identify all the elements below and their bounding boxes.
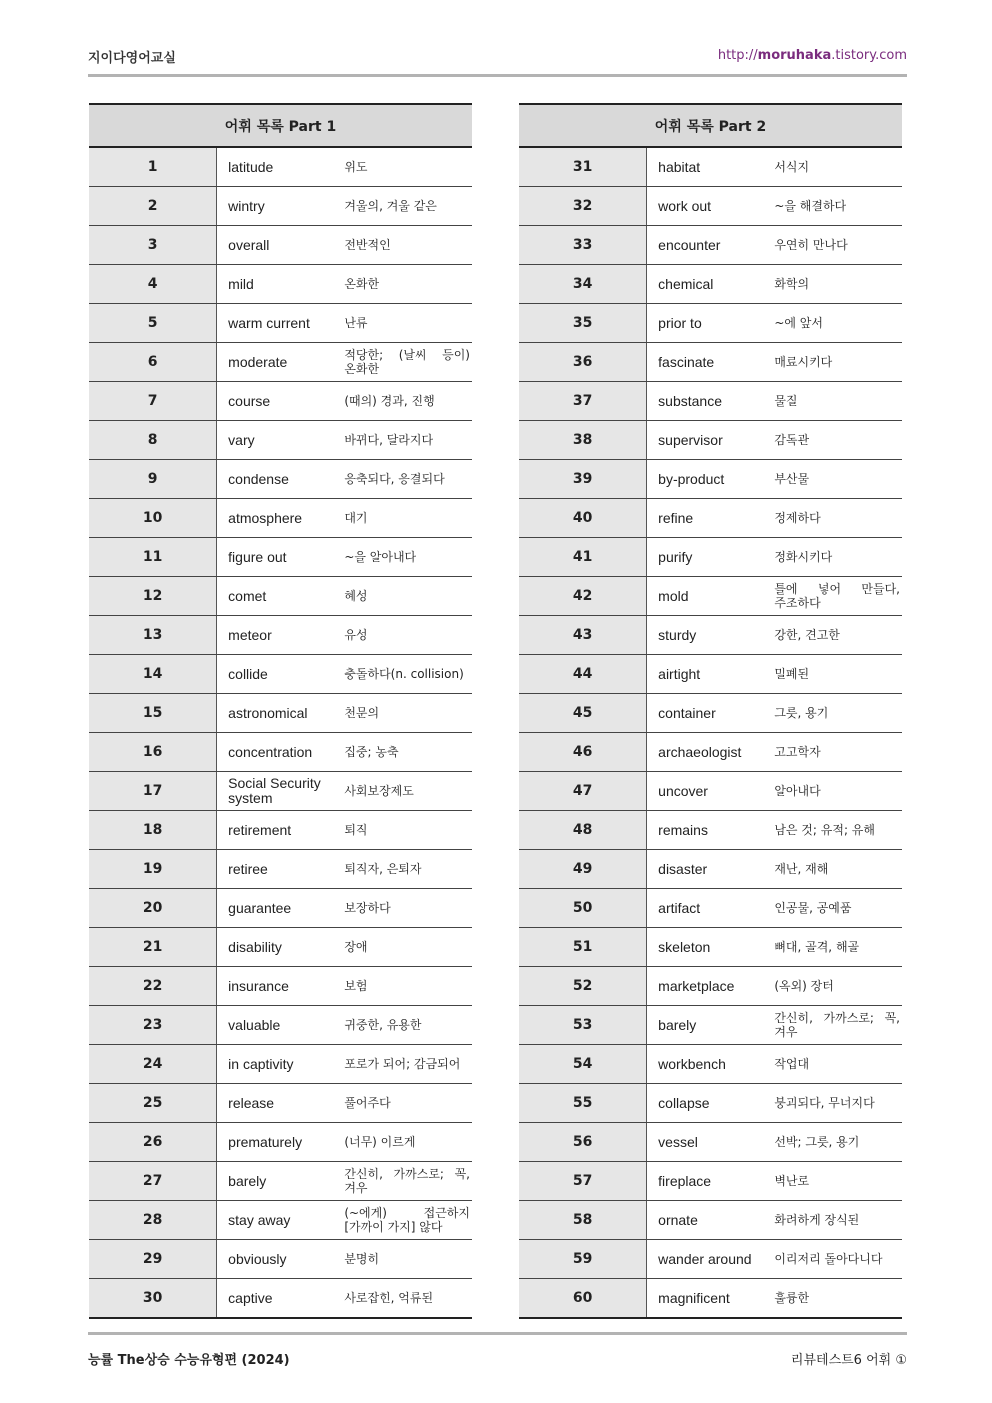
table-title: 어휘 목록 Part 1: [89, 104, 472, 147]
vocab-word: barely: [647, 1006, 775, 1045]
vocab-meaning: 겨울의, 겨울 같은: [344, 187, 472, 226]
table-row: [519, 616, 902, 655]
row-number: 39: [519, 460, 647, 499]
row-number: 21: [89, 928, 217, 967]
row-number: 45: [519, 694, 647, 733]
header-title: 지이다영어교실: [88, 51, 176, 66]
row-number: 47: [519, 772, 647, 811]
table-row: [519, 889, 902, 928]
vocab-meaning: 혜성: [344, 577, 472, 616]
table-row: [519, 1006, 902, 1045]
vocab-meaning: 화려하게 장식된: [774, 1201, 902, 1240]
vocab-word: refine: [647, 499, 775, 538]
vocab-word: airtight: [647, 655, 775, 694]
vocab-meaning: ~을 알아내다: [344, 538, 472, 577]
vocab-word: collapse: [647, 1084, 775, 1123]
table-row: [89, 382, 472, 421]
vocab-meaning: 밀폐된: [774, 655, 902, 694]
vocab-meaning: 퇴직: [344, 811, 472, 850]
vocab-meaning: (때의) 경과, 진행: [344, 382, 472, 421]
row-number: 43: [519, 616, 647, 655]
table-row: [519, 499, 902, 538]
vocab-meaning: 이리저리 돌아다니다: [774, 1240, 902, 1279]
vocab-meaning: 사로잡힌, 억류된: [344, 1279, 472, 1319]
row-number: 25: [89, 1084, 217, 1123]
row-number: 57: [519, 1162, 647, 1201]
vocab-word: archaeologist: [647, 733, 775, 772]
table-row: [519, 1162, 902, 1201]
row-number: 33: [519, 226, 647, 265]
vocab-meaning: 집중; 농축: [344, 733, 472, 772]
vocab-word: wintry: [217, 187, 345, 226]
table-row: [519, 655, 902, 694]
vocab-meaning: 분명히: [344, 1240, 472, 1279]
vocab-word: disability: [217, 928, 345, 967]
table-row: [89, 460, 472, 499]
row-number: 52: [519, 967, 647, 1006]
table-row: [89, 265, 472, 304]
table-row: [519, 967, 902, 1006]
row-number: 38: [519, 421, 647, 460]
vocab-meaning: ~을 해결하다: [774, 187, 902, 226]
page-footer: [88, 1332, 907, 1368]
vocab-word: barely: [217, 1162, 345, 1201]
row-number: 54: [519, 1045, 647, 1084]
table-row: [519, 1279, 902, 1319]
vocab-word: latitude: [217, 147, 345, 187]
row-number: 51: [519, 928, 647, 967]
row-number: 22: [89, 967, 217, 1006]
row-number: 13: [89, 616, 217, 655]
vocab-word: course: [217, 382, 345, 421]
table-row: [89, 889, 472, 928]
table-row: [89, 928, 472, 967]
vocab-meaning: 화학의: [774, 265, 902, 304]
vocab-meaning: 뼈대, 골격, 해골: [774, 928, 902, 967]
vocab-meaning: 서식지: [774, 147, 902, 187]
table-row: [89, 304, 472, 343]
vocab-word: in captivity: [217, 1045, 345, 1084]
vocab-meaning: 정화시키다: [774, 538, 902, 577]
table-row: [89, 772, 472, 811]
vocab-word: retiree: [217, 850, 345, 889]
vocab-word: purify: [647, 538, 775, 577]
vocab-meaning: 남은 것; 유적; 유해: [774, 811, 902, 850]
row-number: 27: [89, 1162, 217, 1201]
table-row: [89, 850, 472, 889]
vocab-word: stay away: [217, 1201, 345, 1240]
table-row: [89, 1162, 472, 1201]
table-row: [519, 147, 902, 187]
table-row: [89, 343, 472, 382]
row-number: 7: [89, 382, 217, 421]
vocab-meaning: 전반적인: [344, 226, 472, 265]
table-row: [519, 421, 902, 460]
vocab-meaning: 알아내다: [774, 772, 902, 811]
vocab-meaning: 적당한; (날씨 등이) 온화한: [344, 343, 472, 382]
table-row: [519, 694, 902, 733]
row-number: 15: [89, 694, 217, 733]
vocab-meaning: (너무) 이르게: [344, 1123, 472, 1162]
vocab-meaning: (~에게) 접근하지[가까이 가지] 않다: [344, 1201, 472, 1240]
row-number: 9: [89, 460, 217, 499]
footer-book-title: 능률 The상승 수능유형편 (2024): [88, 1353, 290, 1368]
row-number: 1: [89, 147, 217, 187]
table-row: [89, 1006, 472, 1045]
table-row: [519, 1123, 902, 1162]
table-row: [89, 1240, 472, 1279]
vocab-meaning: 보장하다: [344, 889, 472, 928]
vocab-table-part1: [89, 103, 472, 1319]
vocab-meaning: 장애: [344, 928, 472, 967]
vocab-meaning: 부산물: [774, 460, 902, 499]
table-row: [89, 1045, 472, 1084]
table-row: [89, 147, 472, 187]
row-number: 50: [519, 889, 647, 928]
table-row: [89, 226, 472, 265]
vocab-word: skeleton: [647, 928, 775, 967]
row-number: 36: [519, 343, 647, 382]
vocab-meaning: 귀중한, 유용한: [344, 1006, 472, 1045]
vocab-word: disaster: [647, 850, 775, 889]
vocab-word: collide: [217, 655, 345, 694]
vocab-meaning: 붕괴되다, 무너지다: [774, 1084, 902, 1123]
footer-test-label: 리뷰테스트6 어휘 ①: [790, 1353, 907, 1368]
vocab-word: chemical: [647, 265, 775, 304]
row-number: 30: [89, 1279, 217, 1319]
vocab-meaning: 훌륭한: [774, 1279, 902, 1319]
table-row: [519, 928, 902, 967]
vocab-word: mold: [647, 577, 775, 616]
table-row: [519, 1201, 902, 1240]
row-number: 35: [519, 304, 647, 343]
vocab-word: figure out: [217, 538, 345, 577]
vocab-word: insurance: [217, 967, 345, 1006]
table-row: [89, 967, 472, 1006]
table-row: [519, 460, 902, 499]
vocab-word: ornate: [647, 1201, 775, 1240]
table-row: [519, 382, 902, 421]
row-number: 34: [519, 265, 647, 304]
vocab-word: by-product: [647, 460, 775, 499]
row-number: 53: [519, 1006, 647, 1045]
vocab-word: guarantee: [217, 889, 345, 928]
vocab-word: meteor: [217, 616, 345, 655]
table-row: [89, 811, 472, 850]
vocab-word: magnificent: [647, 1279, 775, 1319]
vocab-word: vessel: [647, 1123, 775, 1162]
table-row: [89, 1084, 472, 1123]
vocab-meaning: 퇴직자, 은퇴자: [344, 850, 472, 889]
table-row: [519, 265, 902, 304]
row-number: 24: [89, 1045, 217, 1084]
row-number: 48: [519, 811, 647, 850]
vocab-word: obviously: [217, 1240, 345, 1279]
vocab-word: overall: [217, 226, 345, 265]
row-number: 59: [519, 1240, 647, 1279]
row-number: 10: [89, 499, 217, 538]
vocab-word: work out: [647, 187, 775, 226]
vocab-meaning: 사회보장제도: [344, 772, 472, 811]
vocab-word: atmosphere: [217, 499, 345, 538]
vocab-word: wander around: [647, 1240, 775, 1279]
vocab-word: remains: [647, 811, 775, 850]
table-row: [519, 1084, 902, 1123]
url-domain: moruhaka: [757, 48, 832, 63]
row-number: 58: [519, 1201, 647, 1240]
table-body: [89, 147, 472, 1318]
row-number: 60: [519, 1279, 647, 1319]
vocab-table-part2: [519, 103, 902, 1319]
row-number: 19: [89, 850, 217, 889]
vocab-meaning: 물질: [774, 382, 902, 421]
vocab-word: Social Security system: [217, 772, 345, 811]
vocab-word: workbench: [647, 1045, 775, 1084]
vocab-word: uncover: [647, 772, 775, 811]
vocab-word: moderate: [217, 343, 345, 382]
vocab-meaning: (옥외) 장터: [774, 967, 902, 1006]
row-number: 56: [519, 1123, 647, 1162]
row-number: 31: [519, 147, 647, 187]
table-row: [519, 1045, 902, 1084]
row-number: 17: [89, 772, 217, 811]
row-number: 5: [89, 304, 217, 343]
row-number: 6: [89, 343, 217, 382]
vocab-word: fireplace: [647, 1162, 775, 1201]
row-number: 29: [89, 1240, 217, 1279]
vocab-meaning: 간신히, 가까스로; 꼭, 겨우: [344, 1162, 472, 1201]
row-number: 11: [89, 538, 217, 577]
table-row: [519, 226, 902, 265]
row-number: 8: [89, 421, 217, 460]
table-row: [89, 1279, 472, 1319]
table-row: [519, 343, 902, 382]
url-prefix: http://: [717, 48, 758, 63]
vocab-word: condense: [217, 460, 345, 499]
row-number: 32: [519, 187, 647, 226]
vocab-word: release: [217, 1084, 345, 1123]
vocab-meaning: 매료시키다: [774, 343, 902, 382]
table-title: 어휘 목록 Part 2: [519, 104, 902, 147]
vocab-word: supervisor: [647, 421, 775, 460]
vocab-meaning: 정제하다: [774, 499, 902, 538]
vocab-word: fascinate: [647, 343, 775, 382]
row-number: 4: [89, 265, 217, 304]
row-number: 42: [519, 577, 647, 616]
vocab-meaning: 우연히 만나다: [774, 226, 902, 265]
vocab-meaning: 위도: [344, 147, 472, 187]
table-row: [519, 538, 902, 577]
vocab-word: sturdy: [647, 616, 775, 655]
vocab-meaning: 난류: [344, 304, 472, 343]
vocab-word: container: [647, 694, 775, 733]
vocab-meaning: 풀어주다: [344, 1084, 472, 1123]
vocab-word: encounter: [647, 226, 775, 265]
vocab-word: prior to: [647, 304, 775, 343]
table-row: [89, 1201, 472, 1240]
row-number: 26: [89, 1123, 217, 1162]
vocab-meaning: 바뀌다, 달라지다: [344, 421, 472, 460]
vocab-word: vary: [217, 421, 345, 460]
row-number: 28: [89, 1201, 217, 1240]
table-row: [519, 733, 902, 772]
vocab-word: astronomical: [217, 694, 345, 733]
vocab-meaning: ~에 앞서: [774, 304, 902, 343]
vocab-meaning: 천문의: [344, 694, 472, 733]
row-number: 37: [519, 382, 647, 421]
header-url[interactable]: [718, 48, 907, 63]
row-number: 18: [89, 811, 217, 850]
vocab-word: valuable: [217, 1006, 345, 1045]
table-row: [89, 421, 472, 460]
vocab-word: comet: [217, 577, 345, 616]
vocab-meaning: 포로가 되어; 감금되어: [344, 1045, 472, 1084]
row-number: 14: [89, 655, 217, 694]
table-row: [89, 499, 472, 538]
vocab-meaning: 선박; 그릇, 용기: [774, 1123, 902, 1162]
vocab-meaning: 충돌하다(n. collision): [344, 655, 472, 694]
vocab-meaning: 응축되다, 응결되다: [344, 460, 472, 499]
table-row: [89, 187, 472, 226]
table-row: [89, 733, 472, 772]
vocab-meaning: 틀에 넣어 만들다, 주조하다: [774, 577, 902, 616]
table-row: [519, 772, 902, 811]
vocab-word: retirement: [217, 811, 345, 850]
vocab-word: substance: [647, 382, 775, 421]
vocab-meaning: 유성: [344, 616, 472, 655]
vocab-meaning: 감독관: [774, 421, 902, 460]
vocab-meaning: 벽난로: [774, 1162, 902, 1201]
row-number: 20: [89, 889, 217, 928]
vocab-word: mild: [217, 265, 345, 304]
table-row: [519, 811, 902, 850]
table-row: [519, 187, 902, 226]
vocab-meaning: 강한, 견고한: [774, 616, 902, 655]
vocab-word: concentration: [217, 733, 345, 772]
table-row: [519, 850, 902, 889]
row-number: 2: [89, 187, 217, 226]
vocab-meaning: 인공물, 공예품: [774, 889, 902, 928]
vocab-meaning: 대기: [344, 499, 472, 538]
row-number: 49: [519, 850, 647, 889]
row-number: 16: [89, 733, 217, 772]
row-number: 12: [89, 577, 217, 616]
vocab-word: habitat: [647, 147, 775, 187]
row-number: 41: [519, 538, 647, 577]
page-header: [88, 44, 907, 77]
vocab-word: warm current: [217, 304, 345, 343]
table-row: [89, 577, 472, 616]
table-body: [519, 147, 902, 1318]
vocab-meaning: 온화한: [344, 265, 472, 304]
row-number: 23: [89, 1006, 217, 1045]
vocab-meaning: 고고학자: [774, 733, 902, 772]
vocab-word: marketplace: [647, 967, 775, 1006]
vocab-word: prematurely: [217, 1123, 345, 1162]
vocab-meaning: 그릇, 용기: [774, 694, 902, 733]
table-row: [89, 616, 472, 655]
row-number: 46: [519, 733, 647, 772]
vocab-meaning: 재난, 재해: [774, 850, 902, 889]
row-number: 40: [519, 499, 647, 538]
vocab-meaning: 보험: [344, 967, 472, 1006]
row-number: 55: [519, 1084, 647, 1123]
table-row: [89, 694, 472, 733]
vocab-meaning: 간신히, 가까스로; 꼭, 겨우: [774, 1006, 902, 1045]
vocab-meaning: 작업대: [774, 1045, 902, 1084]
row-number: 44: [519, 655, 647, 694]
table-row: [89, 655, 472, 694]
table-row: [519, 1240, 902, 1279]
table-row: [89, 538, 472, 577]
table-row: [519, 304, 902, 343]
table-row: [89, 1123, 472, 1162]
table-row: [519, 577, 902, 616]
vocab-word: artifact: [647, 889, 775, 928]
vocab-word: captive: [217, 1279, 345, 1319]
url-suffix: .tistory.com: [831, 48, 907, 63]
row-number: 3: [89, 226, 217, 265]
